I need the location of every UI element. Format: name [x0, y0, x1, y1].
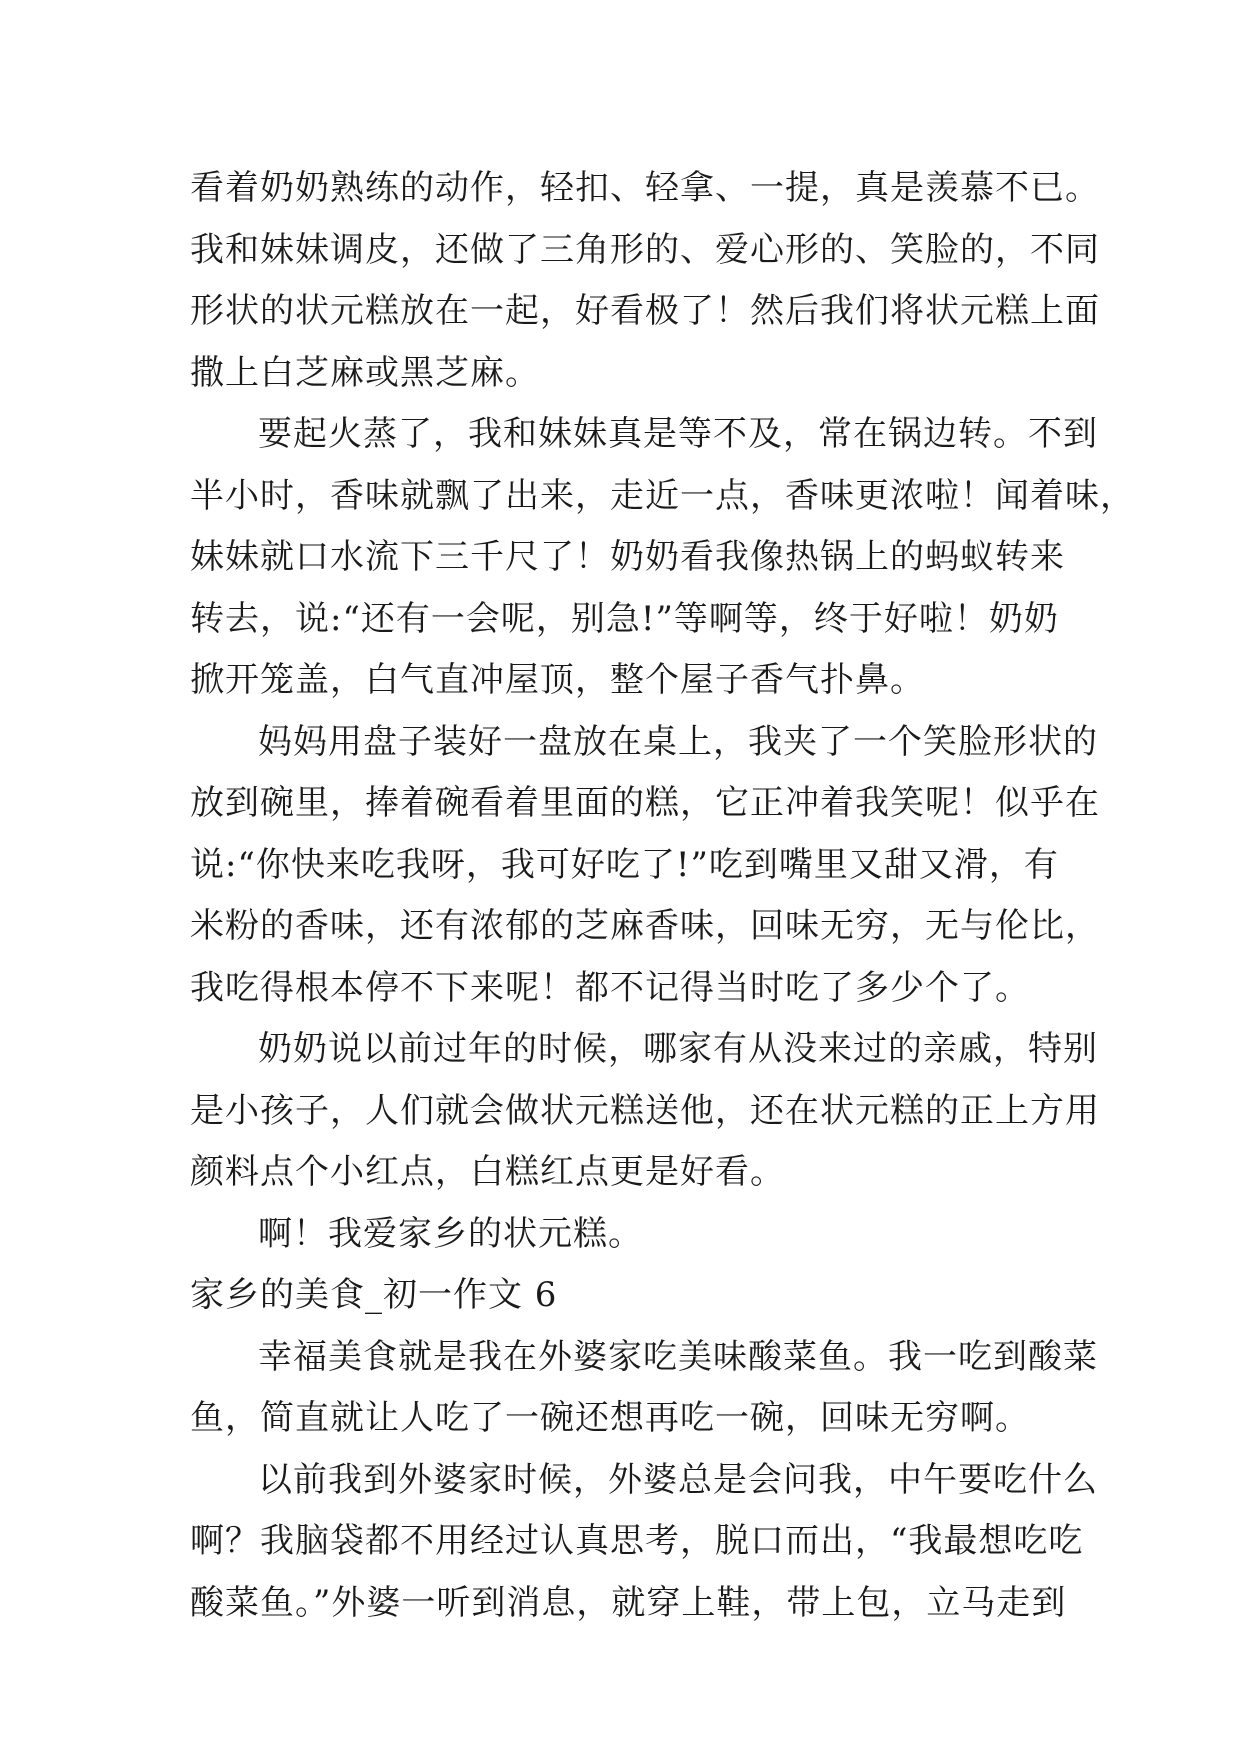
text-line: 转去，说:“还有一会呢，别急!”等啊等，终于好啦！奶奶 — [190, 598, 1059, 639]
paragraph-start-line: 要起火蒸了，我和妹妹真是等不及，常在锅边转。不到 — [258, 414, 1098, 454]
text-line: 是小孩子，人们就会做状元糕送他，还在状元糕的正上方用 — [190, 1090, 1100, 1131]
text-line: 形状的状元糕放在一起，好看极了！然后我们将状元糕上面 — [190, 291, 1100, 331]
text-line: 掀开笼盖，白气直冲屋顶，整个屋子香气扑鼻。 — [190, 660, 925, 700]
paragraph-start-line: 以前我到外婆家时候，外婆总是会问我，中午要吃什么 — [258, 1459, 1098, 1500]
paragraph-start-line: 幸福美食就是我在外婆家吃美味酸菜鱼。我一吃到酸菜 — [258, 1336, 1098, 1377]
text-line: 鱼，简直就让人吃了一碗还想再吃一碗，回味无穷啊。 — [190, 1398, 1030, 1438]
text-line: 啊？我脑袋都不用经过认真思考，脱口而出，“我最想吃吃 — [190, 1521, 1084, 1561]
paragraph-start-line: 奶奶说以前过年的时候，哪家有从没来过的亲戚，特别 — [258, 1029, 1098, 1069]
essay-text — [190, 158, 1135, 1634]
text-line: 妹妹就口水流下三千尺了！奶奶看我像热锅上的蚂蚁转来 — [190, 537, 1065, 577]
text-line: 撒上白芝麻或黑芝麻。 — [190, 352, 540, 393]
text-line: 说:“你快来吃我呀，我可好吃了!”吃到嘴里又甜又滑，有 — [190, 844, 1059, 885]
text-line: 我和妹妹调皮，还做了三角形的、爱心形的、笑脸的，不同 — [190, 229, 1100, 270]
paragraph-start-line: 啊！我爱家乡的状元糕。 — [258, 1213, 643, 1254]
paragraph-start-line: 妈妈用盘子装好一盘放在桌上，我夹了一个笑脸形状的 — [258, 721, 1098, 762]
text-line: 我吃得根本停不下来呢！都不记得当时吃了多少个了。 — [190, 967, 1030, 1008]
text-line: 看着奶奶熟练的动作，轻扣、轻拿、一提，真是羡慕不已。 — [190, 168, 1100, 208]
text-line: 颜料点个小红点，白糕红点更是好看。 — [190, 1152, 785, 1192]
text-line: 放到碗里，捧着碗看着里面的糕，它正冲着我笑呢！似乎在 — [190, 783, 1100, 823]
text-line: 半小时，香味就飘了出来，走近一点，香味更浓啦！闻着味， — [190, 475, 1135, 516]
text-line: 米粉的香味，还有浓郁的芝麻香味，回味无穷，无与伦比， — [190, 906, 1100, 946]
section-heading: 家乡的美食_初一作文 6 — [190, 1275, 558, 1315]
text-line: 酸菜鱼。”外婆一听到消息，就穿上鞋，带上包，立马走到 — [190, 1582, 1067, 1623]
